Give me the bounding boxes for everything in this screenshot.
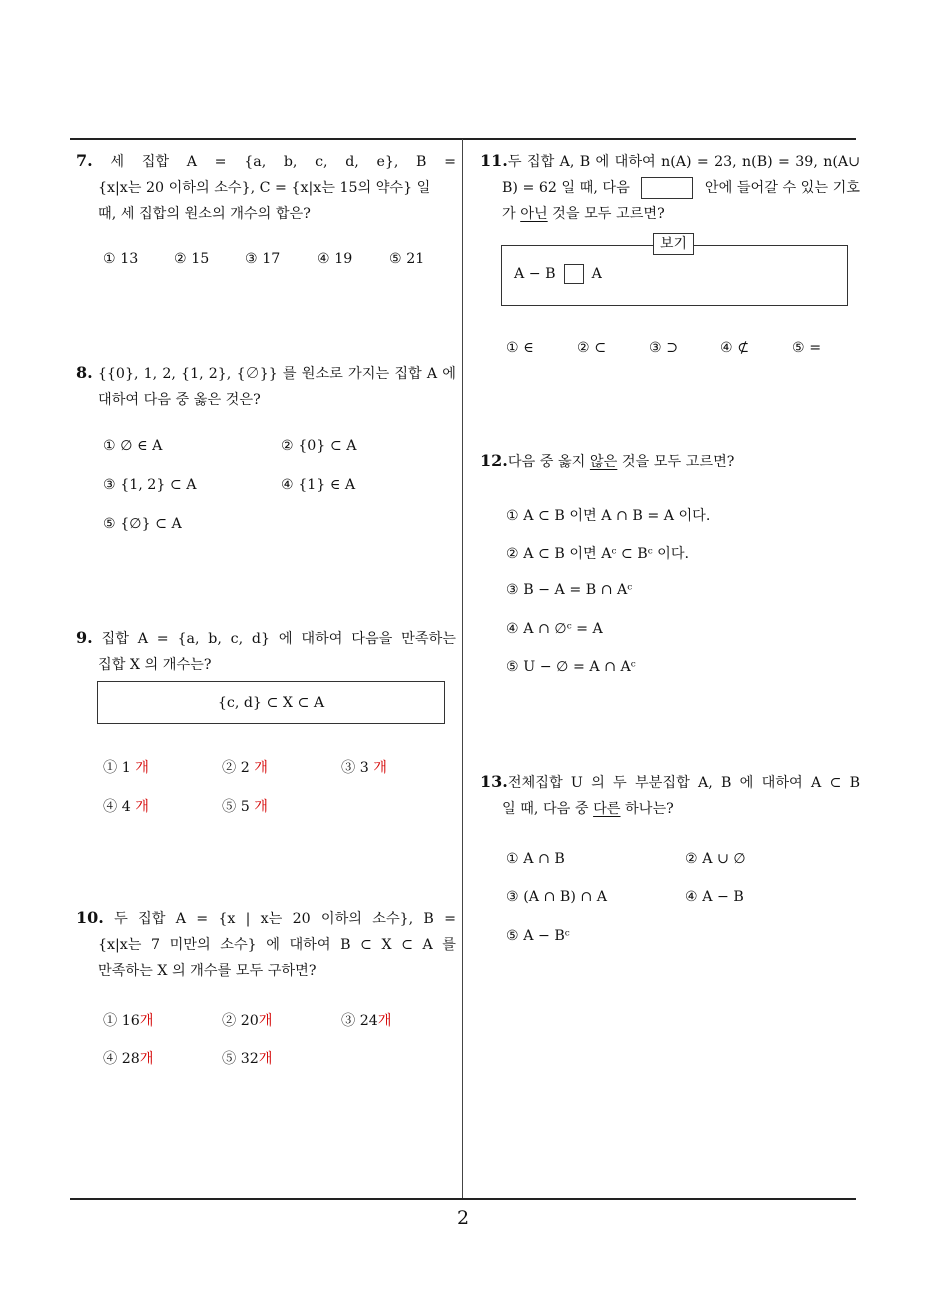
underlined-word: 않은 (589, 454, 618, 470)
question-text: 집합 X 의 개수는? (98, 657, 212, 673)
answer-option[interactable]: ② {0} ⊂ A (281, 438, 357, 454)
example-blank (564, 264, 584, 284)
option-unit: 개 (139, 1051, 154, 1067)
answer-option[interactable] (222, 1048, 273, 1068)
option-value: 5 (240, 799, 250, 815)
option-value: 3 (359, 760, 369, 776)
question-text: 것을 모두 고르면? (621, 454, 735, 470)
option-unit: 개 (258, 1013, 273, 1029)
option-value: 20 (240, 1013, 259, 1029)
answer-option[interactable] (222, 796, 268, 816)
option-unit: 개 (258, 1051, 273, 1067)
question-number: 12. (480, 451, 508, 470)
answer-option[interactable]: ④ 19 (317, 251, 353, 267)
question-text: 전체집합 U 의 두 부분집합 A, B 에 대하여 A ⊂ B (507, 775, 860, 791)
option-mark: ⑤ (222, 1051, 237, 1067)
question-text: 일 때, 다음 중 (502, 801, 589, 817)
question-text: 안에 들어갈 수 있는 기호 (704, 180, 860, 196)
question-text: 세 집합 A = {a, b, c, d, e}, B = (110, 154, 456, 170)
option-mark: ④ (103, 1051, 118, 1067)
option-mark: ① (103, 1013, 118, 1029)
option-unit: 개 (254, 760, 268, 776)
answer-blank (641, 177, 693, 199)
option-mark: ⑤ (222, 799, 237, 815)
answer-option[interactable]: ② A ⊂ B 이면 Aᶜ ⊂ Bᶜ 이다. (506, 546, 690, 562)
underlined-word: 다른 (593, 801, 621, 817)
question-13 (480, 769, 860, 822)
question-number: 13. (480, 772, 508, 791)
question-9 (76, 625, 456, 678)
option-unit: 개 (139, 1013, 154, 1029)
answer-option[interactable]: ③ B − A = B ∩ Aᶜ (506, 582, 633, 598)
option-value: 2 (240, 760, 250, 776)
question-text: {x|x는 7 미만의 소수} 에 대하여 B ⊂ X ⊂ A 를 (98, 937, 456, 953)
option-mark: ① (103, 760, 118, 776)
answer-option[interactable] (103, 1010, 154, 1030)
answer-option[interactable]: ⑤ A − Bᶜ (506, 928, 570, 944)
answer-option[interactable]: ③ (A ∩ B) ∩ A (506, 889, 608, 905)
answer-option[interactable] (103, 796, 149, 816)
question-number: 8. (76, 363, 93, 382)
question-11 (480, 148, 860, 227)
example-box-label: 보기 (653, 233, 694, 255)
option-mark: ③ (341, 1013, 356, 1029)
answer-option[interactable] (341, 1010, 392, 1030)
answer-option[interactable]: ③ ⊃ (649, 340, 679, 356)
question-number: 9. (76, 628, 93, 647)
question-10 (76, 905, 456, 984)
answer-option[interactable]: ④ {1} ∈ A (281, 477, 356, 493)
question-text: 두 집합 A, B 에 대하여 n(A) = 23, n(B) = 39, n(A∪ (507, 154, 860, 170)
answer-option[interactable]: ② ⊂ (577, 340, 607, 356)
question-text: {{0}, 1, 2, {1, 2}, {∅}} 를 원소로 가지는 집합 A 에 (97, 366, 456, 382)
answer-option[interactable] (341, 757, 387, 777)
answer-option[interactable]: ① A ⊂ B 이면 A ∩ B = A 이다. (506, 508, 711, 524)
option-value: 32 (240, 1051, 259, 1067)
page-number: 2 (456, 1207, 470, 1229)
example-right: A (591, 266, 602, 282)
option-value: 24 (359, 1013, 378, 1029)
answer-option[interactable]: ③ 17 (245, 251, 281, 267)
answer-option[interactable]: ④ A ∩ ∅ᶜ = A (506, 621, 603, 637)
answer-option[interactable]: ① ∈ (506, 340, 534, 356)
question-text: 다음 중 옳지 (507, 454, 586, 470)
option-mark: ③ (341, 760, 356, 776)
option-value: 4 (121, 799, 131, 815)
option-value: 28 (121, 1051, 140, 1067)
answer-option[interactable]: ④ A − B (685, 889, 744, 905)
answer-option[interactable] (222, 1010, 273, 1030)
question-text: 하나는? (625, 801, 674, 817)
question-number: 10. (76, 908, 104, 927)
question-7 (76, 148, 456, 227)
answer-option[interactable] (103, 757, 149, 777)
question-text: 때, 세 집합의 원소의 개수의 합은? (98, 206, 311, 222)
option-mark: ② (222, 760, 237, 776)
bottom-rule (70, 1198, 856, 1200)
question-12 (480, 448, 860, 475)
condition-box (97, 681, 445, 724)
option-value: 16 (121, 1013, 140, 1029)
question-number: 11. (480, 151, 508, 170)
question-text: 두 집합 A = {x | x는 20 이하의 소수}, B = (114, 911, 456, 927)
answer-option[interactable]: ③ {1, 2} ⊂ A (103, 477, 197, 493)
question-number: 7. (76, 151, 93, 170)
answer-option[interactable]: ⑤ {∅} ⊂ A (103, 516, 182, 532)
answer-option[interactable]: ① A ∩ B (506, 851, 565, 867)
answer-option[interactable]: ④ ⊄ (720, 340, 750, 356)
column-divider (462, 139, 463, 1200)
answer-option[interactable]: ② 15 (174, 251, 210, 267)
answer-option[interactable] (103, 1048, 154, 1068)
answer-option[interactable]: ② A ∪ ∅ (685, 851, 746, 867)
option-mark: ④ (103, 799, 118, 815)
question-text: 만족하는 X 의 개수를 모두 구하면? (98, 963, 317, 979)
question-text: B) = 62 일 때, 다음 (502, 180, 630, 196)
option-unit: 개 (373, 760, 387, 776)
question-text: 대하여 다음 중 옳은 것은? (98, 392, 261, 408)
underlined-word: 아닌 (520, 206, 548, 222)
question-text: {x|x는 20 이하의 소수}, C = {x|x는 15의 약수} 일 (98, 180, 431, 196)
option-value: 1 (121, 760, 131, 776)
option-unit: 개 (254, 799, 268, 815)
option-unit: 개 (377, 1013, 392, 1029)
answer-option[interactable]: ① ∅ ∈ A (103, 438, 163, 454)
answer-option[interactable]: ① 13 (103, 251, 139, 267)
question-8 (76, 360, 456, 413)
answer-option[interactable]: ⑤ = (792, 340, 822, 356)
option-unit: 개 (135, 760, 149, 776)
question-text: 집합 A = {a, b, c, d} 에 대하여 다음을 만족하는 (101, 631, 456, 647)
question-text: 가 (502, 206, 516, 222)
answer-option[interactable] (222, 757, 268, 777)
answer-option[interactable]: ⑤ U − ∅ = A ∩ Aᶜ (506, 659, 636, 675)
condition-text: {c, d} ⊂ X ⊂ A (217, 694, 325, 711)
option-unit: 개 (135, 799, 149, 815)
example-left: A − B (514, 266, 556, 282)
option-mark: ② (222, 1013, 237, 1029)
question-text: 것을 모두 고르면? (552, 206, 665, 222)
answer-option[interactable]: ⑤ 21 (389, 251, 425, 267)
